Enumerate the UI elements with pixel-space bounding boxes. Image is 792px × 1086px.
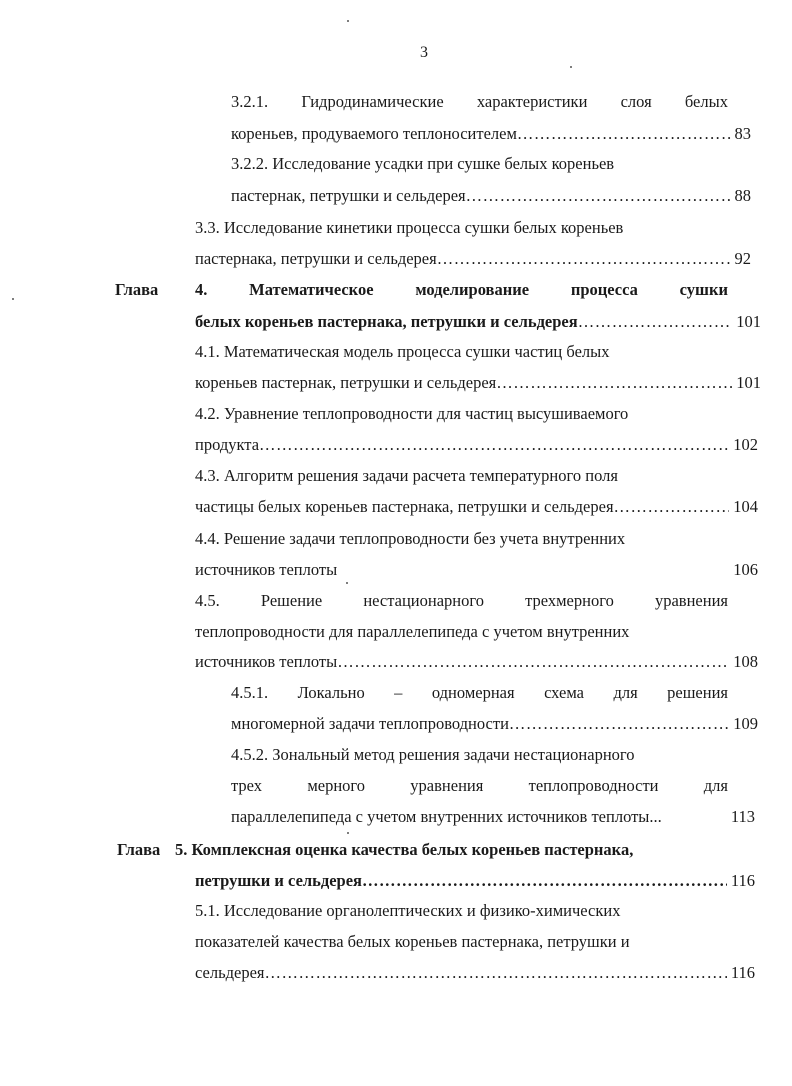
page-ref: 116	[730, 963, 755, 982]
toc-4-5-1-line2[interactable]: многомерной задачи теплопроводности …………………………………………………………………………………………………………………………………………………………………………………………… 109	[231, 712, 758, 736]
page-ref: 102	[733, 435, 758, 454]
toc-4-2-line1: 4.2. Уравнение теплопроводности для частиц высушиваемого	[195, 404, 629, 423]
toc-4-1-line2[interactable]: кореньев пастернак, петрушки и сельдерея …………………………………………………………………………………………………………………………………………………………………………………………… 101	[195, 371, 761, 395]
toc-4-1-line1: 4.1. Математическая модель процесса сушки частиц белых	[195, 342, 610, 361]
toc-4-3-line2[interactable]: частицы белых кореньев пастернака, петрушки и сельдерея …………………………………………………………………………………………………………………………………………………………………………………………… 104	[195, 495, 758, 519]
page-ref: 104	[733, 497, 758, 516]
page-ref: 109	[733, 714, 758, 733]
toc-4-5-2-line1: 4.5.2. Зональный метод решения задачи нестационарного	[231, 745, 635, 764]
scan-speck	[347, 20, 349, 22]
toc-ch4-line1: 4. Математическое моделирование процесса сушки	[195, 280, 728, 299]
scan-speck	[12, 298, 14, 300]
page-number: 3	[420, 44, 428, 61]
toc-3-3-line2[interactable]: пастернака, петрушки и сельдерея …………………………………………………………………………………………………………………………………………………………………………………………… 92	[195, 247, 751, 271]
toc-4-5-1-line1: 4.5.1. Локально – одномерная схема для решения	[231, 683, 728, 702]
toc-3-2-2-line2[interactable]: пастернак, петрушки и сельдерея …………………………………………………………………………………………………………………………………………………………………………………………… 88	[231, 184, 751, 208]
toc-ch4-line2[interactable]: белых кореньев пастернака, петрушки и сельдерея …………………………………………………………………………………………………………………………………………………………………………………………… 101	[195, 310, 761, 334]
toc-4-5-line2: теплопроводности для параллелепипеда с учетом внутренних	[195, 622, 630, 641]
page-ref: 113	[730, 807, 755, 826]
chapter-4-label: Глава	[115, 280, 159, 299]
toc-3-3-line1: 3.3. Исследование кинетики процесса сушки белых кореньев	[195, 218, 624, 237]
scan-speck	[347, 832, 349, 834]
page-ref: 106	[733, 560, 758, 579]
toc-4-2-line2[interactable]: продукта …………………………………………………………………………………………………………………………………………………………………………………………… 102	[195, 433, 758, 457]
page-ref: 92	[734, 249, 751, 268]
page-ref: 108	[733, 652, 758, 671]
page-ref: 83	[734, 124, 751, 143]
toc-4-5-line1: 4.5. Решение нестационарного трехмерного уравнения	[195, 591, 728, 610]
toc-3-2-1-line1: 3.2.1. Гидродинамические характеристики слоя белых	[231, 92, 728, 111]
chapter-5-label: Глава	[117, 840, 161, 859]
toc-4-4-line1: 4.4. Решение задачи теплопроводности без учета внутренних	[195, 529, 626, 548]
toc-4-5-2-line2: трех мерного уравнения теплопроводности для	[231, 776, 728, 795]
toc-3-2-2-line1: 3.2.2. Исследование усадки при сушке белых кореньев	[231, 154, 615, 173]
page-ref: 101	[736, 373, 761, 392]
toc-3-2-1-line2[interactable]: кореньев, продуваемого теплоносителем …………………………………………………………………………………………………………………………………………………………………………………………… 83	[231, 122, 751, 146]
toc-ch5-line1: 5. Комплексная оценка качества белых кореньев пастернака,	[175, 840, 634, 859]
toc-4-5-2-line3[interactable]: параллелепипеда с учетом внутренних источников теплоты... 113	[231, 805, 755, 829]
toc-ch5-line2[interactable]: петрушки и сельдерея …………………………………………………………………………………………………………………………………………………………………………………………… 116	[195, 869, 755, 893]
toc-5-1-line2: показателей качества белых кореньев пастернака, петрушки и	[195, 932, 630, 951]
page-ref: 116	[730, 871, 755, 890]
toc-5-1-line1: 5.1. Исследование органолептических и физико-химических	[195, 901, 621, 920]
toc-5-1-line3[interactable]: сельдерея …………………………………………………………………………………………………………………………………………………………………………………………… 116	[195, 961, 755, 985]
toc-4-5-line3[interactable]: источников теплоты …………………………………………………………………………………………………………………………………………………………………………………………… 108	[195, 650, 758, 674]
scan-speck	[346, 582, 348, 584]
toc-4-3-line1: 4.3. Алгоритм решения задачи расчета температурного поля	[195, 466, 618, 485]
page-ref: 101	[736, 312, 761, 331]
page-ref: 88	[734, 186, 751, 205]
toc-4-4-line2[interactable]: источников теплоты 106	[195, 558, 758, 582]
scan-speck	[570, 66, 572, 68]
